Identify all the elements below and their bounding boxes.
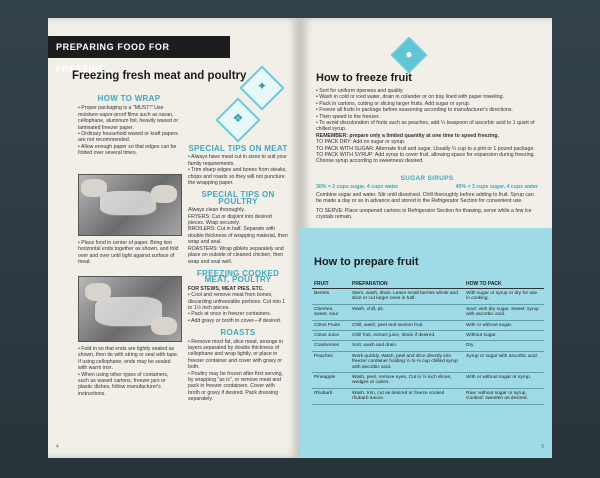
bullet: • Pack in cartons, cutting or slicing larger fruits. Add sugar or syrup. [316,100,471,107]
bullet: • Then speed to the freezer. [316,113,380,120]
section-heading: HOW TO WRAP [97,94,161,103]
table-row: Citrus Fruits Chill, wash, peel and section fruit. With or without sugar. [312,320,544,330]
bullet: • Wash in cold or iced water, drain in colander or on tray lined with paper toweling. [316,94,504,101]
to-serve: TO SERVE: Place unopened cartons in Refrigerator Section for thawing, serve while a few ice crystals remain. [316,207,532,221]
syrup-ratios [316,184,538,190]
bullet: • Remove most fat, slice meat, arrange in layers separated by double thickness of cellophane and wrap tightly, or place in freezer container and cover with gravy or both. [188,338,283,371]
apple-icon: ● [405,47,413,61]
how-to-wrap-section [78,96,180,157]
page-number: 4 [56,444,59,450]
sealing-photo [78,276,182,342]
wrapping-photo [78,174,182,236]
table-row: Cranberries Sort, wash and drain. Dry. [312,341,544,351]
column-header: FRUIT [312,280,350,289]
text-line: BROILERS: Cut in half. Separate with double thickness of wrapping material, then wrap and seal. [188,226,288,246]
bullet: • Freeze all fruits in package before seasoning according to manufacturer's directions. [316,107,513,114]
bullet: • Ordinary household waxed or kraft papers are not recommended. [78,131,178,144]
left-page [48,18,300,458]
wrap-step-text [78,346,180,397]
tips-column [188,146,288,403]
section-heading: SPECIAL TIPS ON POULTRY [201,190,275,206]
bullet: • Pack at once in freezer containers. [188,311,272,318]
bullet: • Add gravy or broth to cover—if desired. [188,317,282,324]
text-line: TO PACK WITH SUGAR: Alternate fruit and sugar. Usually ¼ cup to a pint or 1 pound package. [316,145,535,152]
text-line: TO PACK DRY: Add no sugar or syrup. [316,139,406,146]
prepare-fruit-table [312,280,544,405]
wrap-step-text [78,240,180,266]
bullet: • To avoid discoloration of fruits such as peaches, add ¼ teaspoon of ascorbic acid to 1 quart of chilled syrup. [316,120,535,133]
text-line: FRYERS: Cut or disjoint into desired pieces. Wrap securely. [188,213,272,227]
bullet: • Poultry may be frozen after first serving, by wrapping "as is", or remove meat and pack in freezer containers. Cover with broth or gravy if desired. Pack dressing separately. [188,370,283,403]
freeze-fruit-instructions [316,88,538,165]
section-heading: FREEZING COOKED MEAT, POULTRY [196,268,280,285]
table-row: Citrus Juice Chill fruit, extract juice, strain if desired. Without sugar. [312,331,544,341]
syrup-instructions: Combine sugar and water. Stir until dissolved. Chill thoroughly before adding to fruit. Syrup can be made a day or so in advance and stored in the Refrigerator Section for convenient use. [316,191,534,205]
bullet: • Sort for uniform ripeness and quality. [316,88,404,94]
table-row: Peaches Work quickly. Wash, peel and slice directly into freezer container holding ½ to ⅔ cup chilled syrup with ascorbic acid. Syrup or sugar with ascorbic acid. [312,351,544,372]
syrup-30: 30% = 2 cups sugar, 4 cups water [316,184,399,191]
text-line: ROASTERS: Wrap giblets separately and place on outside of cleaned chicken, then wrap and seal well. [188,245,284,265]
bullet: • Cool and remove meat from bones, discarding unfreezable portions. Cut into 1 to 1½ inch pieces. [188,292,286,311]
table-row: Pineapple Wash, peel, remove eyes. Cut in ½ inch slices, wedges or cubes. With or without sugar or syrup. [312,373,544,389]
hexagon-logo [215,97,260,142]
table-row: Cherries, sweet, sour Wash, chill, pit. Sour: with dry sugar. Sweet: syrup with ascorbic acid. [312,304,544,320]
bullet: • Proper packaging is a "MUST!" Use moisture-vapor-proof films such as saran, cellophane, aluminum foil, heavily waxed or laminated freezer paper. [78,105,179,131]
text-line: REMEMBER: prepare only a limited quantity at one time to speed freezing. [316,132,500,139]
text-line: Always clean thoroughly. [188,207,245,214]
column-header: PREPARATION [350,280,464,289]
page-banner: PREPARING FOOD FOR FREEZING... [48,36,230,58]
section-heading: SUGAR SIRUPS [400,175,454,182]
sugar-syrups-box [316,176,538,220]
left-page-title: Freezing fresh meat and poultry [72,70,247,82]
table-header-row [312,280,544,289]
poultry-icon: ❖ [232,111,244,125]
text-line: TO PACK WITH SYRUP: Add syrup to cover fruit, allowing space for expansion during freezing. Choose syrup according to sweetness desired. [316,152,535,165]
bullet: • Place food in center of paper. Bring two horizontal ends together as shown, and fold over and over until tight against surface of meat. [78,240,179,266]
meat-package-icon: ✦ [256,79,268,93]
right-page-title: How to freeze fruit [316,72,412,84]
bullet: • When using other types of containers, such as waxed cartons, freezer jars or plastic dishes, follow manufacturer's instructions. [78,371,169,397]
section-heading: SPECIAL TIPS ON MEAT [188,144,288,153]
bullet: • Trim sharp edges and bones from steaks, chops and roasts so they will not puncture the wrapping paper. [188,167,287,187]
section-heading: ROASTS [220,328,256,338]
syrup-40: 40% = 3 cups sugar, 4 cups water [455,184,538,191]
prepare-fruit-title: How to prepare fruit [314,256,419,268]
table-row: Berries Stem, wash, drain. Leave small berries whole and slice or cut larger ones in half. With sugar or syrup or dry for use in cooking. [312,289,544,305]
right-page [300,18,552,458]
hexagon-logo [391,37,428,74]
page-number: 5 [541,444,544,450]
sub-heading: FOR STEWS, MEAT PIES, ETC. [188,285,264,292]
column-header: HOW TO PACK [464,280,544,289]
bullet: • Always have meat cut in sizes to suit your family requirements. [188,154,287,167]
bullet: • Allow enough paper so that edges can be folded over several times. [78,143,177,157]
bullet: • Fold in so that ends are tightly sealed as shown, then tie with string or seal with tape. If using cellophane, ends may be sealed with warm iron. [78,346,179,372]
table-row: Rhubarb Wash, trim, cut as desired or freeze cooked rhubarb sauce. Raw: without sugar or syrup. Cooked: sweeten as desired. [312,388,544,404]
